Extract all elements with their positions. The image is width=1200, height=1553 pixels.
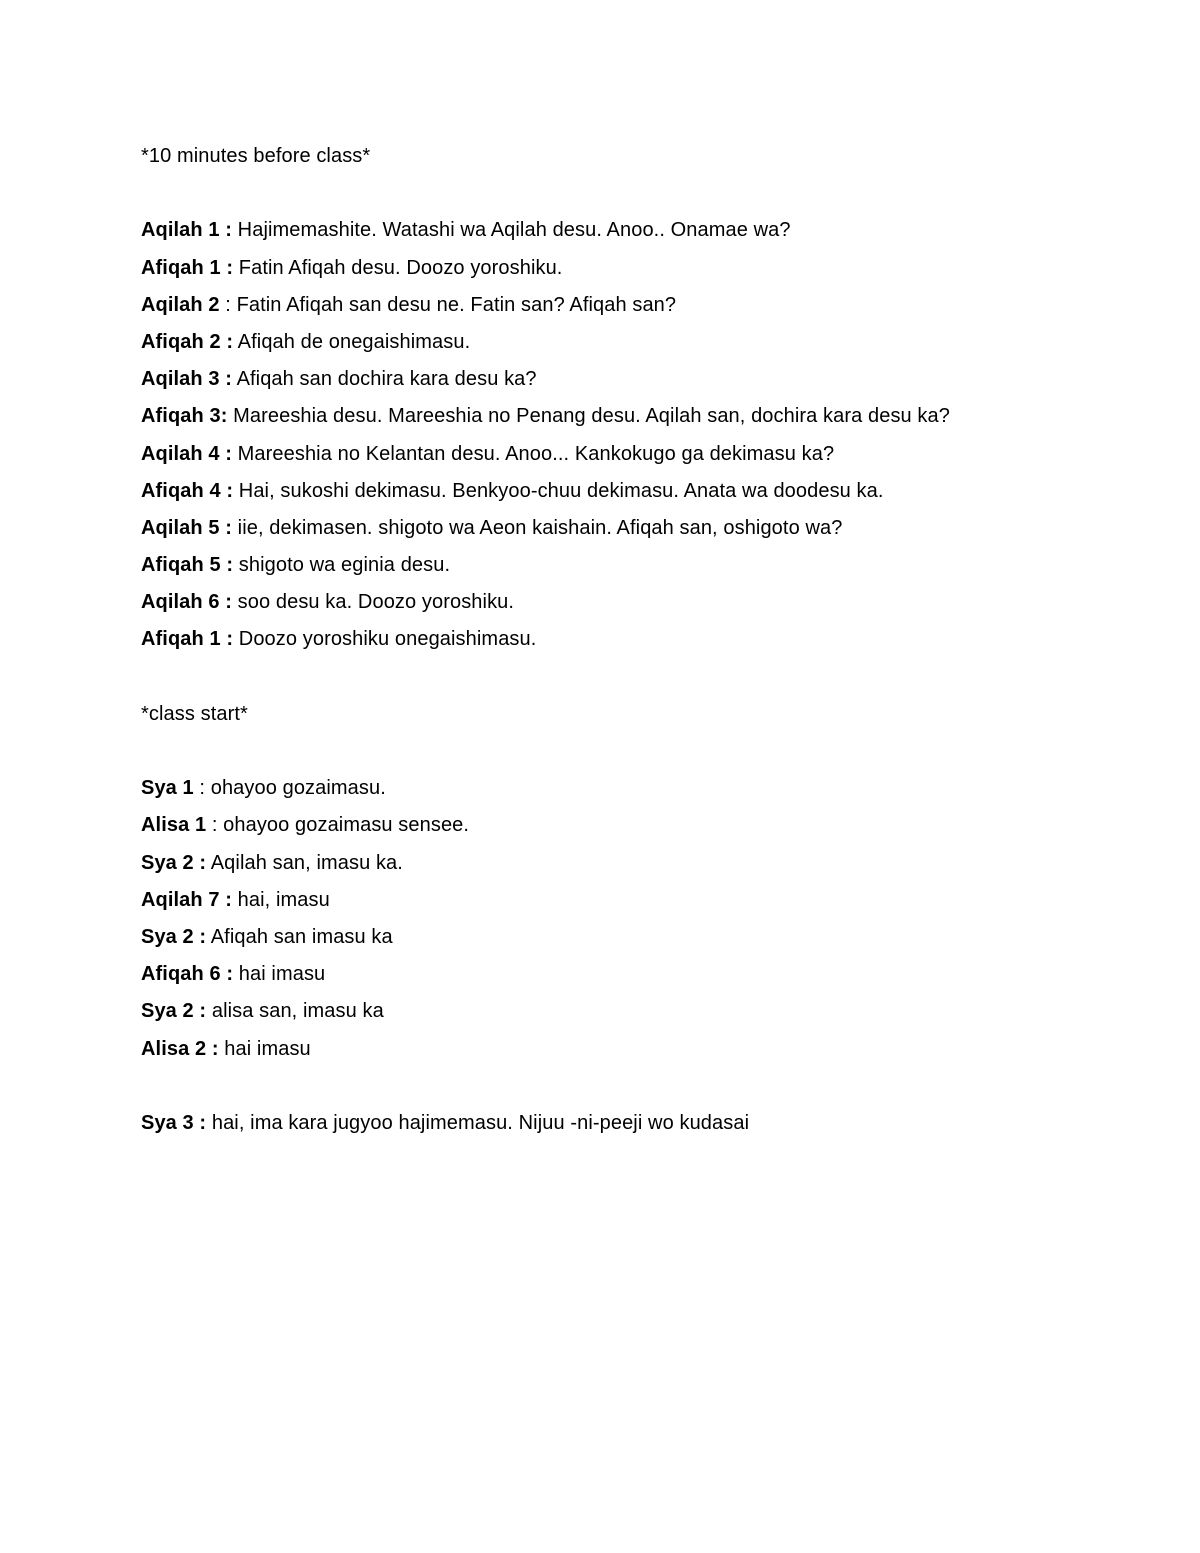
blank-line [141,1068,1101,1105]
dialogue-line [141,324,1101,361]
speaker-label: Afiqah 5 : [141,554,234,577]
dialogue-text: Hajimemashite. Watashi wa Aqilah desu. Anoo.. Onamae wa? [232,219,791,242]
speaker-label: Afiqah 6 : [141,963,234,986]
dialogue-line [141,361,1101,398]
dialogue-line [141,584,1101,621]
dialogue-text: Afiqah de onegaishimasu. [233,330,471,353]
speaker-label: Aqilah 2 [141,293,220,316]
speaker-label: Sya 2 : [141,1000,207,1023]
speaker-label: Sya 2 : [141,851,207,874]
dialogue-line [141,547,1101,584]
speaker-label: Alisa 2 : [141,1037,219,1060]
blank-line [141,175,1101,212]
speaker-label: Aqilah 1 : [141,219,233,242]
dialogue-text: Hai, sukoshi dekimasu. Benkyoo-chuu dekimasu. Anata wa doodesu ka. [233,479,884,502]
speaker-label: Aqilah 5 : [141,516,233,539]
dialogue-line [141,882,1101,919]
dialogue-text: Afiqah san imasu ka [206,925,393,948]
blank-line [141,733,1101,770]
dialogue-line [141,956,1101,993]
dialogue-line [141,845,1101,882]
dialogue-line [141,1031,1101,1068]
dialogue-text: : ohayoo gozaimasu. [193,777,386,800]
document-page [141,138,1101,1142]
speaker-label: Alisa 1 [141,814,207,837]
section-heading-before-class: *10 minutes before class* [141,145,371,167]
dialogue-text: hai imasu [233,963,326,986]
speaker-label: Aqilah 4 : [141,442,233,465]
dialogue-text: shigoto wa eginia desu. [233,554,451,577]
dialogue-line [141,473,1101,510]
dialogue-text: Mareeshia desu. Mareeshia no Penang desu. Aqilah san, dochira kara desu ka? [227,405,950,428]
dialogue-line [141,212,1101,249]
dialogue-text: Doozo yoroshiku onegaishimasu. [233,628,537,651]
dialogue-text: : Fatin Afiqah san desu ne. Fatin san? Afiqah san? [219,293,677,316]
dialogue-text: soo desu ka. Doozo yoroshiku. [232,591,515,614]
section-heading-class-start: *class start* [141,702,248,725]
dialogue-line [141,510,1101,547]
dialogue-text: Aqilah san, imasu ka. [206,851,403,874]
dialogue-line [141,770,1101,807]
speaker-label: Aqilah 7 : [141,888,233,911]
dialogue-line [141,398,1101,435]
dialogue-line [141,1105,1101,1142]
dialogue-text: alisa san, imasu ka [206,1000,384,1023]
dialogue-text: hai, ima kara jugyoo hajimemasu. Nijuu -ni-peeji wo kudasai [206,1111,750,1134]
speaker-label: Sya 1 [141,777,194,800]
dialogue-text: Mareeshia no Kelantan desu. Anoo... Kankokugo ga dekimasu ka? [232,442,835,465]
speaker-label: Afiqah 3: [141,405,228,428]
dialogue-text: hai, imasu [232,888,330,911]
dialogue-line [141,250,1101,287]
dialogue-line [141,993,1101,1030]
speaker-label: Aqilah 6 : [141,591,233,614]
blank-line [141,659,1101,696]
dialogue-text: hai imasu [218,1037,311,1060]
speaker-label: Afiqah 1 : [141,628,234,651]
dialogue-text: : ohayoo gozaimasu sensee. [206,814,470,837]
dialogue-line [141,621,1101,658]
dialogue-line [141,287,1101,324]
dialogue-text: iie, dekimasen. shigoto wa Aeon kaishain. Afiqah san, oshigoto wa? [232,516,843,539]
dialogue-text: Afiqah san dochira kara desu ka? [232,368,537,391]
speaker-label: Afiqah 4 : [141,479,234,502]
speaker-label: Sya 3 : [141,1111,207,1134]
speaker-label: Afiqah 2 : [141,330,234,353]
speaker-label: Aqilah 3 : [141,368,233,391]
dialogue-line [141,436,1101,473]
dialogue-line [141,807,1101,844]
speaker-label: Sya 2 : [141,925,207,948]
dialogue-line [141,919,1101,956]
dialogue-text: Fatin Afiqah desu. Doozo yoroshiku. [233,256,563,279]
speaker-label: Afiqah 1 : [141,256,234,279]
